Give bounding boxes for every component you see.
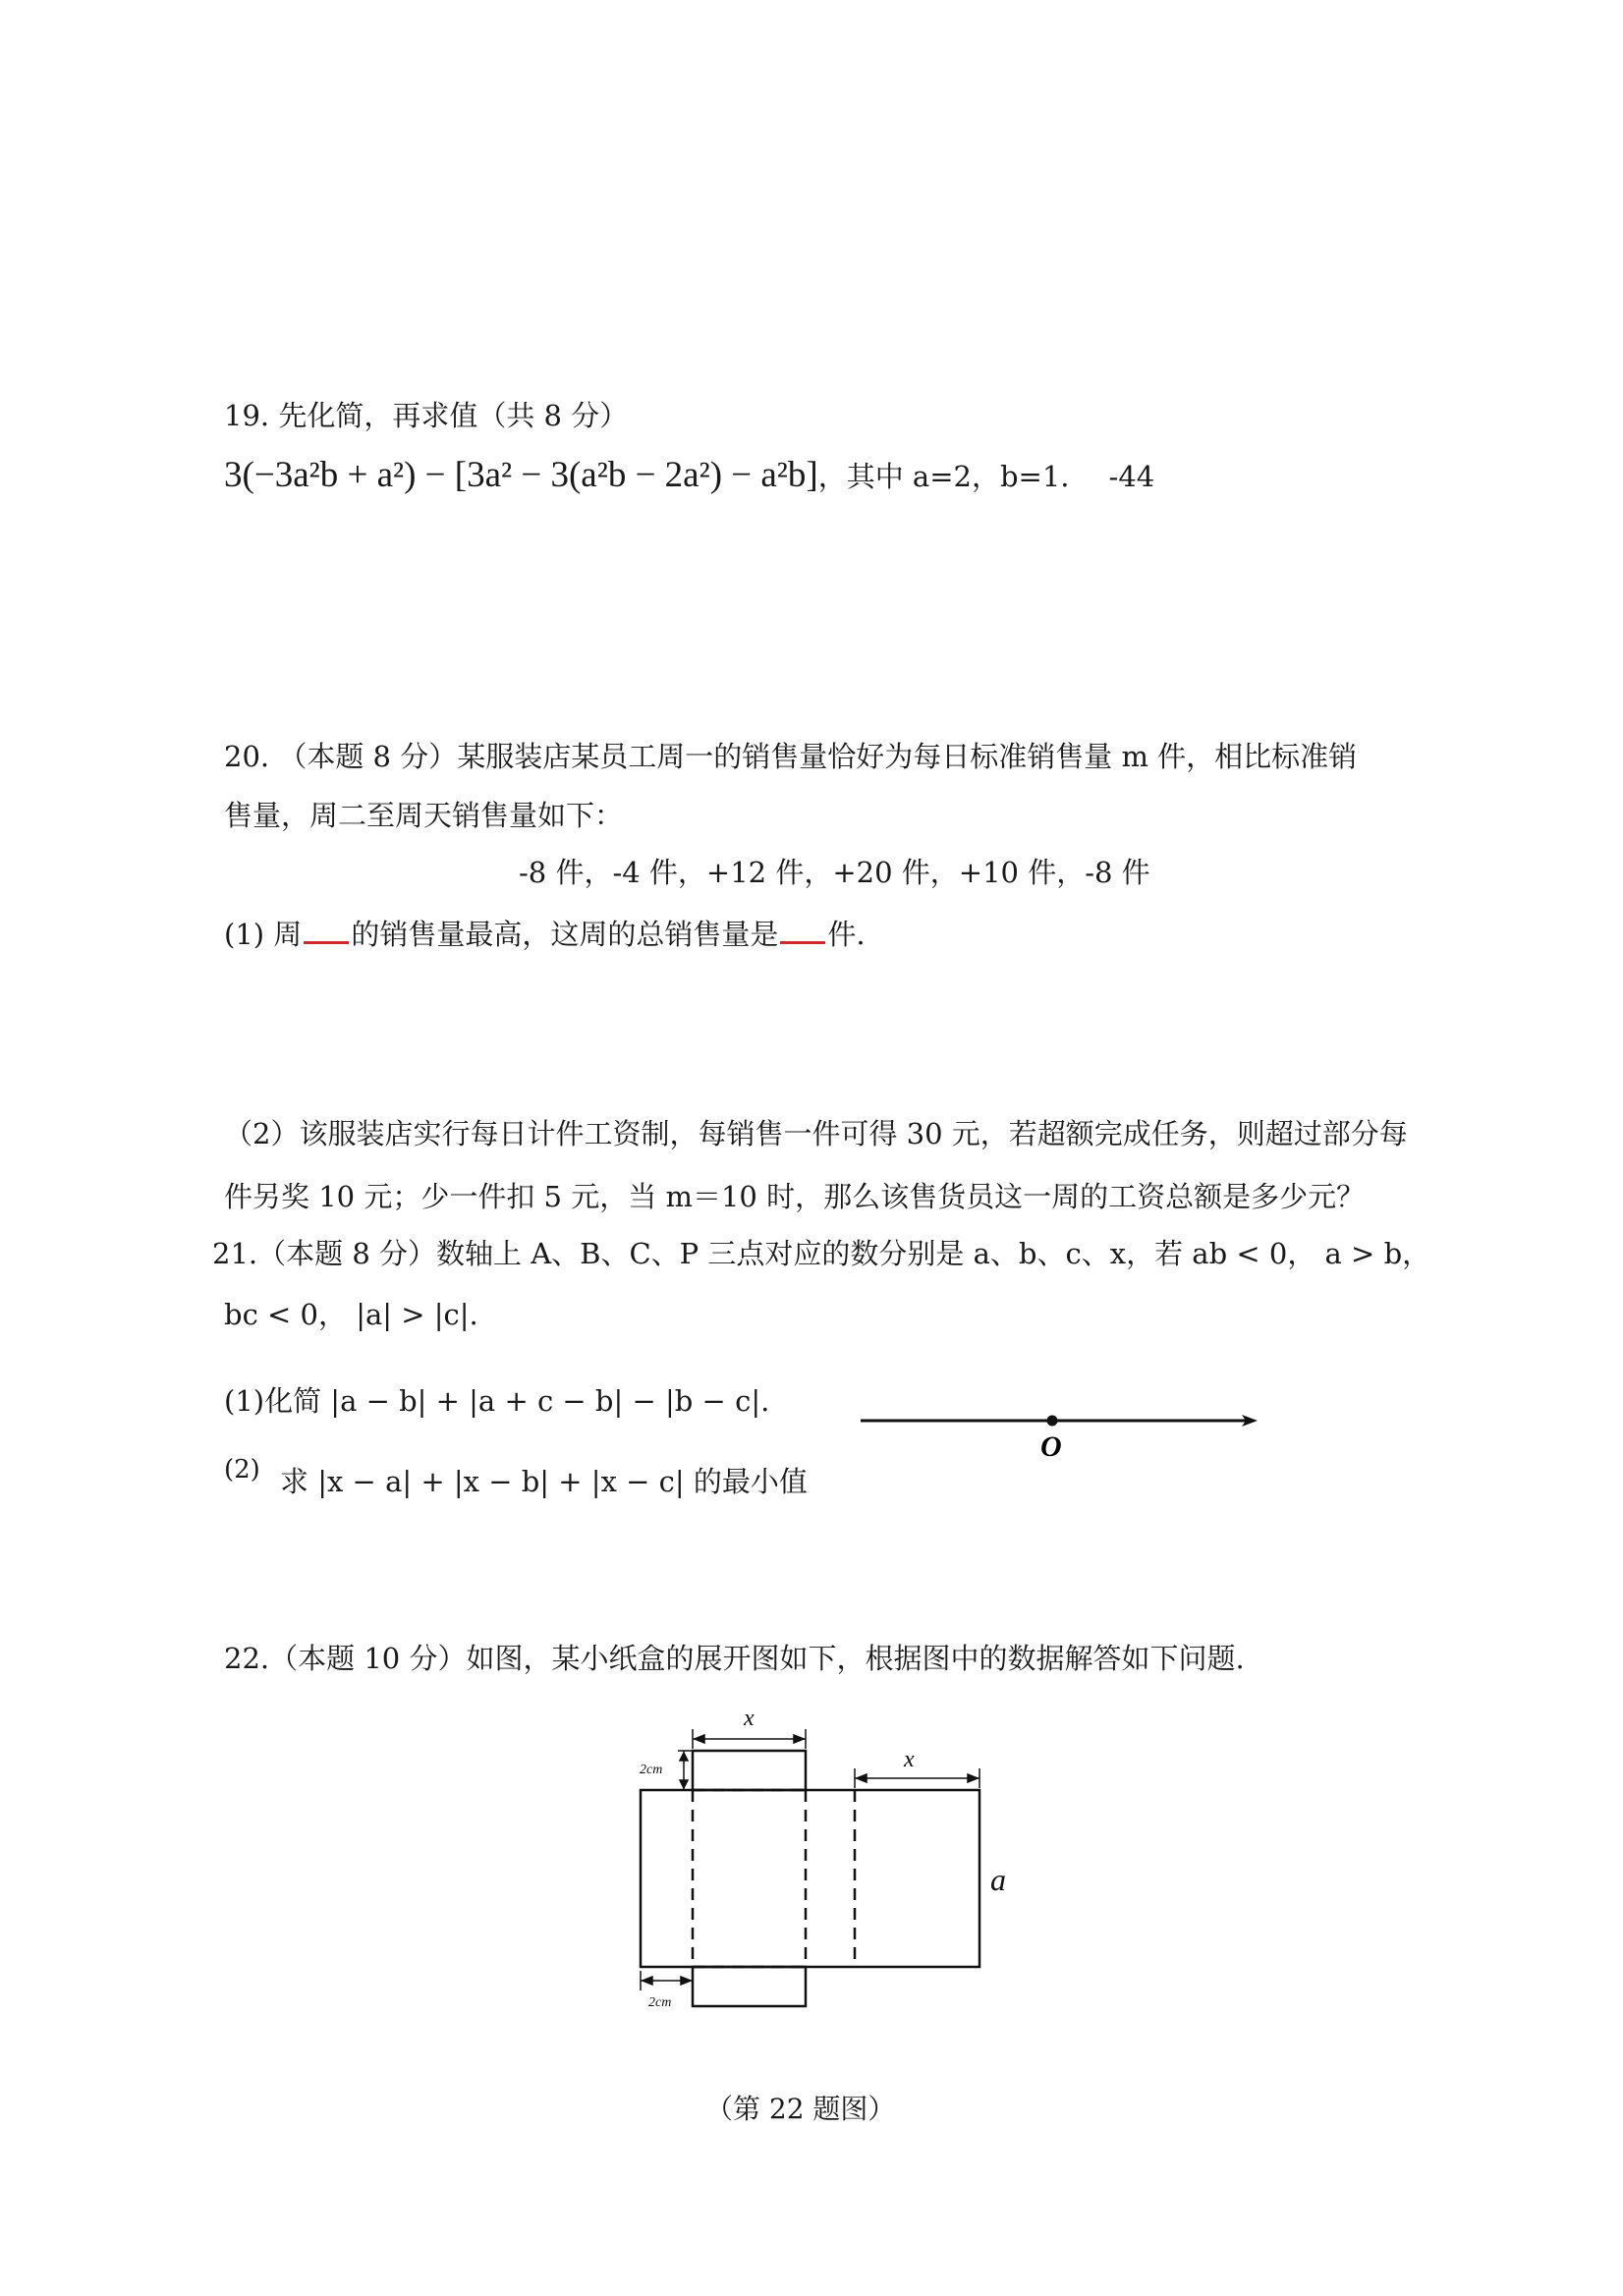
origin-label: O (1040, 1430, 1062, 1463)
q21-line1: 21.（本题 8 分）数轴上 A、B、C、P 三点对应的数分别是 a、b、c、x，若 ab < 0， a > b， (212, 1237, 1431, 1270)
answer-blank-day[interactable] (304, 916, 349, 944)
q22-line1: 22.（本题 10 分）如图，某小纸盒的展开图如下，根据图中的数据解答如下问题. (224, 1642, 1245, 1675)
bottom-flap (693, 1967, 806, 2006)
q19-condition: ，其中 a=2，b=1. (817, 460, 1070, 493)
number-line (845, 1395, 1267, 1464)
q19-expression: 3(−3a²b + a²) − [3a² − 3(a²b − 2a²) − a²b] (224, 455, 818, 495)
q21-part1: (1)化简 |a − b| + |a + c − b| − |b − c|. (224, 1384, 770, 1418)
q21-part2-number: (2) (224, 1455, 260, 1484)
q20-line1: 20. （本题 8 分）某服装店某员工周一的销售量恰好为每日标准销售量 m 件，相比标准销 (224, 740, 1358, 773)
label-a: a (990, 1862, 1006, 1897)
label-x-top: x (744, 1706, 755, 1731)
box-net-figure (609, 1700, 1022, 2024)
q20-line2: 售量，周二至周天销售量如下： (224, 799, 624, 832)
q19-answer: -44 (1108, 460, 1155, 493)
q19-title: 19. 先化简，再求值（共 8 分） (224, 399, 629, 432)
q20-sales-data: -8 件，-4 件，+12 件，+20 件，+10 件，-8 件 (519, 856, 1150, 889)
q20-part2-line2: 件另奖 10 元；少一件扣 5 元，当 m＝10 时，那么该售货员这一周的工资总额是多少元？ (224, 1180, 1366, 1213)
q20-part1-b: 的销售量最高，这周的总销售量是 (351, 918, 779, 951)
figure-caption: （第 22 题图） (705, 2093, 896, 2125)
q19-expression-line (224, 455, 1155, 495)
q21-line2: bc < 0， |a| > |c|. (224, 1298, 478, 1331)
fold-lines (693, 1790, 855, 1967)
label-2cm-bottom: 2cm (648, 1995, 672, 2010)
answer-blank-total[interactable] (780, 916, 825, 944)
label-x-right: x (904, 1747, 915, 1772)
q20-part1 (224, 916, 866, 952)
top-flap (693, 1751, 806, 1790)
origin-point (1047, 1416, 1058, 1427)
q21-part2-text: 求 |x − a| + |x − b| + |x − c| 的最小值 (280, 1465, 808, 1498)
label-2cm-top: 2cm (640, 1763, 663, 1777)
q20-part2-line1: （2）该服装店实行每日计件工资制，每销售一件可得 30 元，若超额完成任务，则超过部分每 (224, 1117, 1408, 1150)
q20-part1-a: (1) 周 (224, 918, 303, 951)
q20-part1-c: 件. (827, 918, 866, 951)
